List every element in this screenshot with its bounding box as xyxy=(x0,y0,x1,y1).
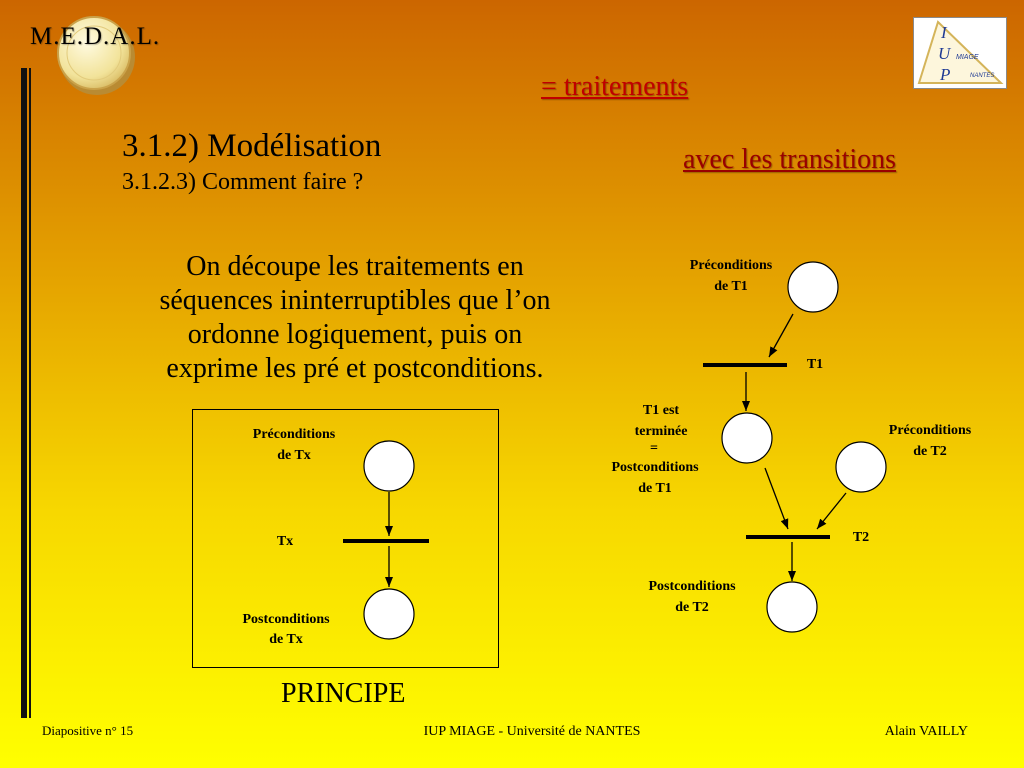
principle-pre-label-line2: de Tx xyxy=(277,448,311,463)
example-diagram xyxy=(611,258,971,632)
t1-arrow-in xyxy=(769,314,793,357)
t2-post-place xyxy=(767,582,817,632)
principle-post-place xyxy=(364,589,414,639)
logo-nantes-text: NANTES xyxy=(970,73,995,79)
principle-post-label-line2: de Tx xyxy=(269,632,303,647)
footer-author: Alain VAILLY xyxy=(884,724,968,739)
logo-letter-p: P xyxy=(940,65,951,84)
principle-diagram xyxy=(193,410,499,668)
slide-title: 3.1.2) Modélisation xyxy=(122,128,382,164)
principle-pre-label-line1: Préconditions xyxy=(252,427,336,442)
left-vertical-bar-thick xyxy=(21,68,27,718)
t1-done-label-line5: de T1 xyxy=(638,481,672,496)
logo-letter-u: U xyxy=(938,44,951,63)
principle-frame xyxy=(193,410,499,668)
t1-pre-label-line1: Préconditions xyxy=(689,258,773,273)
t2-pre-label-line1: Préconditions xyxy=(888,423,972,438)
t1-post-place xyxy=(722,413,772,463)
slide-subtitle: 3.1.2.3) Comment faire ? xyxy=(122,169,364,195)
principle-caption: PRINCIPE xyxy=(281,678,406,709)
transitions-link[interactable]: avec les transitions xyxy=(683,144,897,175)
t1-label: T1 xyxy=(806,357,824,372)
t1-done-label-line1: T1 est xyxy=(642,403,680,418)
logo-letter-i: I xyxy=(941,23,947,42)
t1-done-label-line4: Postconditions xyxy=(611,460,699,475)
t2-pre-label-line2: de T2 xyxy=(913,444,947,459)
paragraph-line: séquences ininterruptibles que l’on xyxy=(159,285,551,316)
principle-pre-place xyxy=(364,441,414,491)
t2-arrow-in-from-pre xyxy=(817,493,846,529)
paragraph-line: exprime les pré et postconditions. xyxy=(166,353,544,384)
t1-pre-place xyxy=(788,262,838,312)
t1-done-label-line2: terminée xyxy=(634,424,688,439)
iup-miage-logo xyxy=(914,18,1007,89)
t1-done-label-line3: = xyxy=(650,441,658,456)
footer-institution: IUP MIAGE - Université de NANTES xyxy=(423,724,641,739)
body-paragraph xyxy=(120,250,590,386)
principle-transition-label: Tx xyxy=(276,534,294,549)
logo-miage-text: MIAGE xyxy=(956,54,979,61)
t2-arrow-in-from-t1 xyxy=(765,468,788,529)
principle-post-label-line1: Postconditions xyxy=(242,612,330,627)
t2-post-label-line2: de T2 xyxy=(675,600,709,615)
t2-pre-place xyxy=(836,442,886,492)
traitements-link[interactable]: = traitements xyxy=(541,71,689,102)
paragraph-line: ordonne logiquement, puis on xyxy=(187,319,523,350)
left-vertical-bar-thin xyxy=(29,68,31,718)
t2-label: T2 xyxy=(852,530,870,545)
t1-pre-label-line2: de T1 xyxy=(714,279,748,294)
paragraph-line: On découpe les traitements en xyxy=(186,251,524,282)
footer-slide-number: Diapositive n° 15 xyxy=(42,723,134,738)
medal-title: M.E.D.A.L. xyxy=(30,23,161,50)
t2-post-label-line1: Postconditions xyxy=(648,579,736,594)
